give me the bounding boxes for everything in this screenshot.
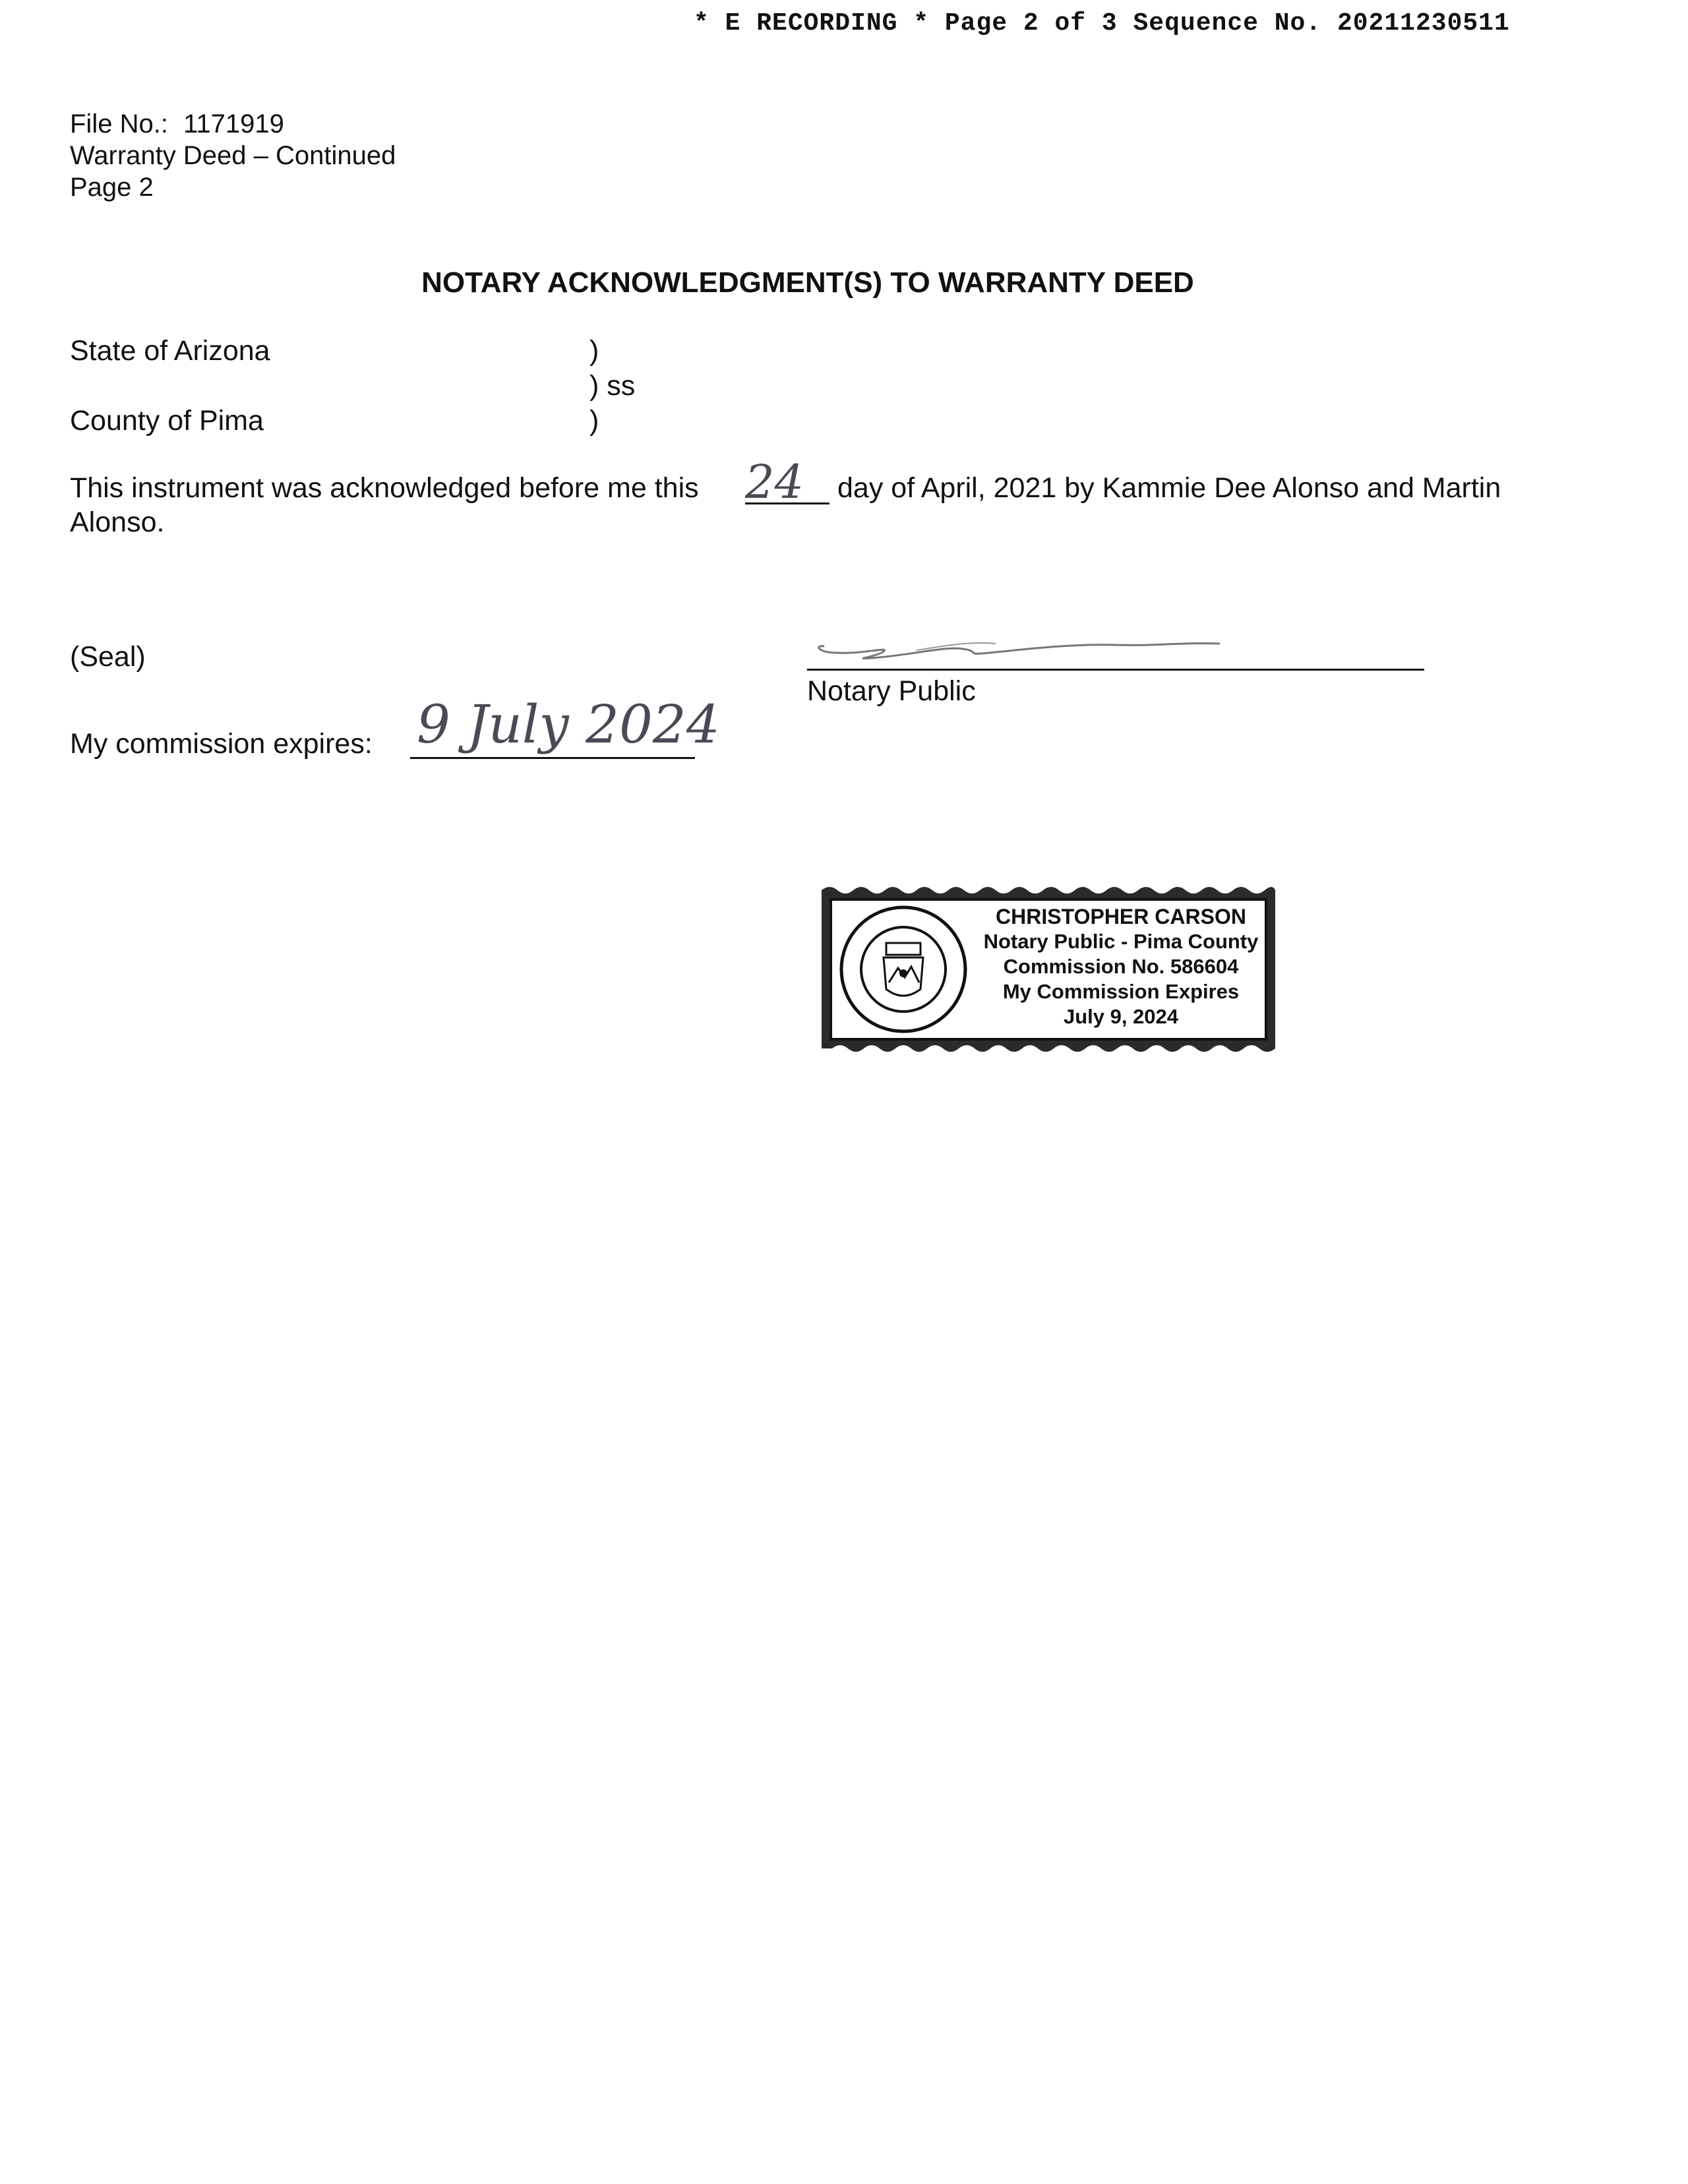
county-label: County of Pima [70, 405, 264, 437]
file-number: 1171919 [183, 109, 284, 138]
venue-paren-ss: ) ss [589, 370, 636, 402]
acknowledgment-line-2: Alonso. [70, 506, 165, 538]
file-number-line [70, 108, 284, 140]
notary-stamp [818, 884, 1279, 1055]
commission-expires-label: My commission expires: [70, 728, 373, 760]
stamp-line-4: My Commission Expires [1002, 980, 1240, 1003]
notary-public-label: Notary Public [807, 675, 976, 707]
document-title-line: Warranty Deed – Continued [70, 141, 396, 170]
stamp-commission-number: Commission No. 586604 [1003, 955, 1239, 978]
acknowledgment-line-1-suffix: day of April, 2021 by Kammie Dee Alonso and Martin [837, 472, 1501, 504]
acknowledgment-line-1-prefix: This instrument was acknowledged before me this [70, 472, 699, 504]
arizona-seal-icon [837, 903, 969, 1035]
page-title: NOTARY ACKNOWLEDGMENT(S) TO WARRANTY DEED [421, 266, 1194, 299]
notary-signature-line [807, 642, 1424, 671]
file-number-label: File No.: [70, 109, 168, 138]
state-label: State of Arizona [70, 335, 270, 367]
stamp-line-2: Notary Public - Pima County [983, 930, 1259, 953]
handwritten-day: 24 [745, 455, 804, 509]
stamp-expiry-date: July 9, 2024 [1063, 1005, 1179, 1028]
venue-paren-top: ) [589, 335, 599, 367]
handwritten-commission-date: 9 July 2024 [417, 694, 720, 755]
page-label: Page 2 [70, 173, 154, 202]
stamp-notary-name: CHRISTOPHER CARSON [996, 905, 1246, 928]
recording-header: * E RECORDING * Page 2 of 3 Sequence No. 20211230511 [694, 9, 1510, 38]
venue-paren-bottom: ) [589, 405, 599, 437]
seal-label: (Seal) [70, 641, 146, 673]
